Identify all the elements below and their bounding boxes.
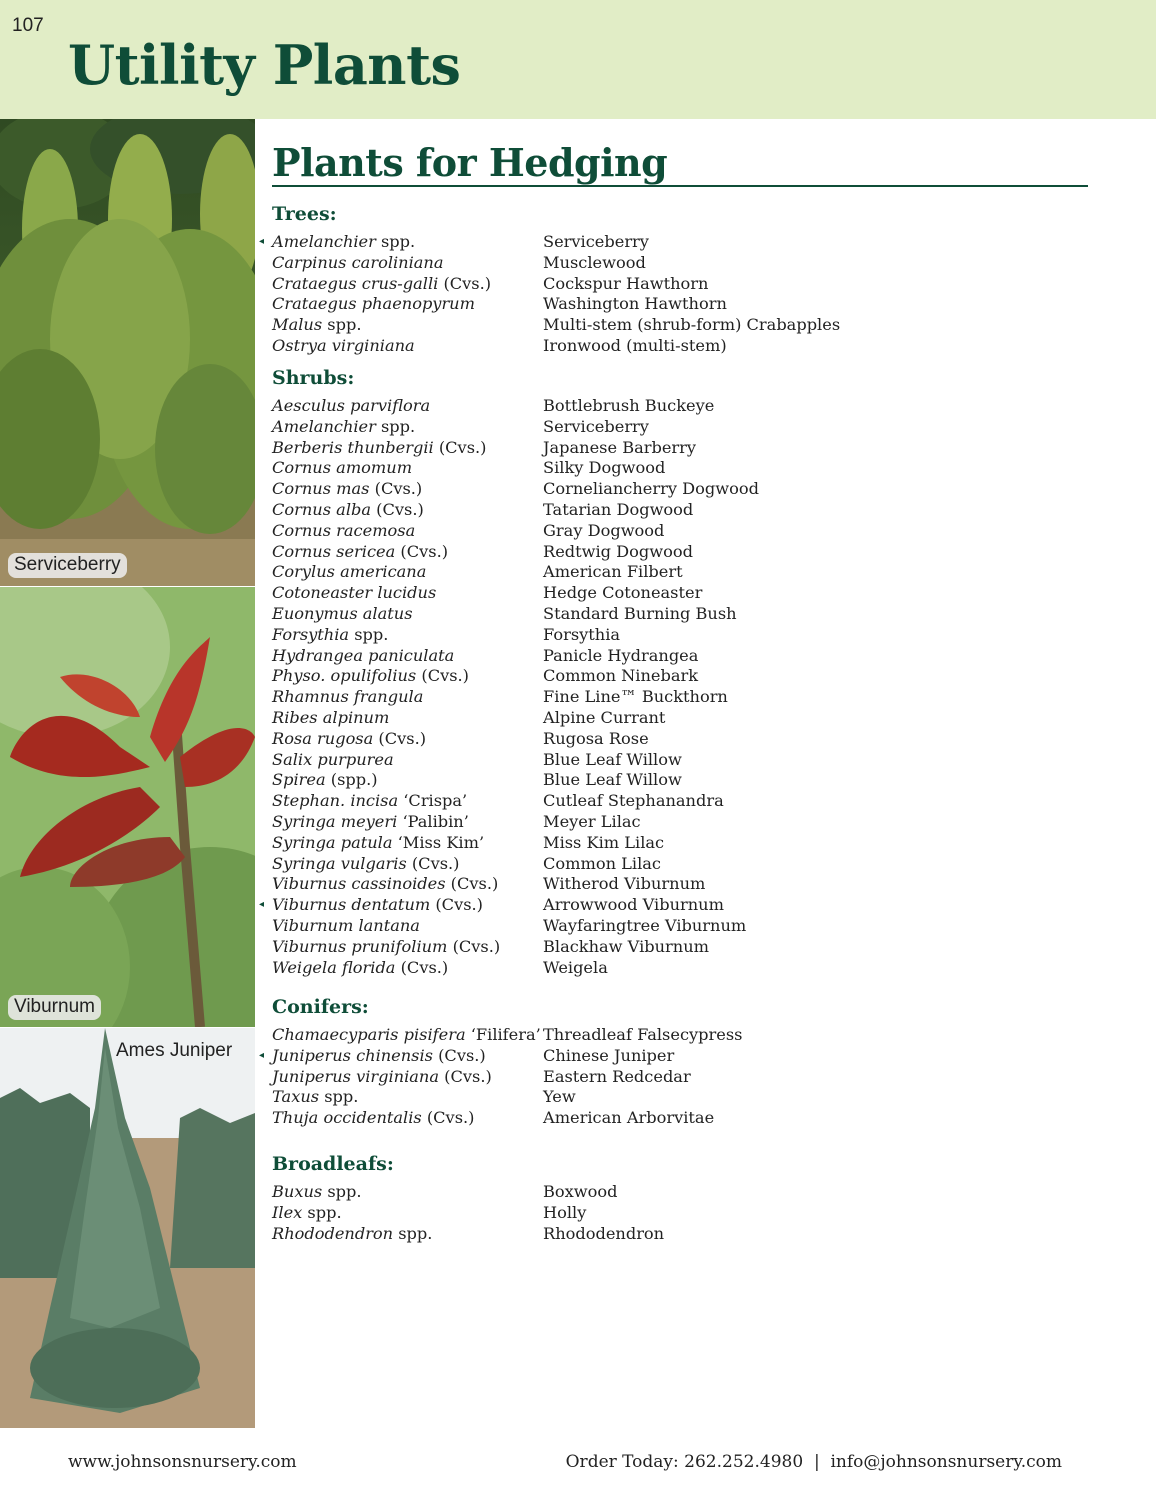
viburnum-photo — [0, 587, 255, 1027]
botanical-name-suffix: spp. — [393, 1223, 433, 1243]
botanical-name-suffix: spp. — [375, 416, 416, 436]
plant-row — [272, 791, 1092, 812]
botanical-name-italic: Syringa meyeri — [272, 811, 398, 831]
common-name: Forsythia — [543, 624, 621, 644]
plant-row — [272, 253, 1092, 274]
common-name: Chinese Juniper — [543, 1045, 675, 1065]
botanical-name-suffix: spp. — [302, 1202, 342, 1222]
botanical-name — [272, 833, 484, 854]
botanical-name-suffix: spp. — [322, 315, 362, 335]
botanical-name — [272, 958, 448, 979]
common-name: Hedge Cotoneaster — [543, 583, 703, 603]
trees-group — [259, 203, 1092, 357]
botanical-name-italic: Cornus sericea — [272, 541, 396, 561]
botanical-name — [272, 1067, 492, 1088]
botanical-name-italic: Ilex — [272, 1202, 303, 1222]
botanical-name-suffix: ‘Miss Kim’ — [392, 832, 485, 852]
botanical-name — [272, 1203, 342, 1224]
common-name: Cutleaf Stephanandra — [543, 791, 724, 811]
plant-row — [272, 1067, 1092, 1088]
photo-caption-serviceberry: Serviceberry — [8, 553, 127, 578]
page-number: 107 — [12, 15, 44, 36]
plant-row — [272, 542, 1092, 563]
common-name: Silky Dogwood — [543, 458, 666, 478]
plant-row — [272, 274, 1092, 295]
common-name: Yew — [543, 1087, 576, 1107]
conifers-list — [259, 1025, 1092, 1129]
botanical-name — [272, 874, 498, 895]
botanical-name — [272, 458, 412, 479]
botanical-name — [272, 336, 415, 357]
common-name: Weigela — [543, 957, 608, 977]
common-name: Tatarian Dogwood — [543, 499, 694, 519]
botanical-name-italic: Viburnus prunifolium — [272, 936, 448, 956]
botanical-name — [272, 729, 426, 750]
footer-website[interactable]: www.johnsonsnursery.com — [68, 1452, 297, 1472]
botanical-name — [272, 417, 415, 438]
botanical-name — [272, 1224, 432, 1245]
shrubs-list — [259, 396, 1092, 978]
botanical-name-suffix: (spp.) — [325, 770, 378, 790]
section-title: Plants for Hedging — [272, 140, 668, 185]
common-name: Fine Line™ Buckthorn — [543, 687, 728, 707]
botanical-name — [272, 791, 467, 812]
plant-row — [272, 937, 1092, 958]
plant-row — [272, 583, 1092, 604]
plant-row — [272, 874, 1092, 895]
botanical-name — [272, 604, 413, 625]
botanical-name-italic: Viburnus dentatum — [272, 895, 431, 915]
plant-row — [272, 958, 1092, 979]
common-name: American Filbert — [543, 562, 683, 582]
plant-row — [272, 646, 1092, 667]
botanical-name — [272, 232, 415, 253]
botanical-name-suffix: (Cvs.) — [439, 1066, 492, 1086]
botanical-name — [272, 479, 422, 500]
common-name: Blackhaw Viburnum — [543, 936, 709, 956]
botanical-name — [272, 708, 389, 729]
botanical-name-italic: Weigela florida — [272, 957, 396, 977]
common-name: Eastern Redcedar — [543, 1066, 691, 1086]
botanical-name — [272, 1108, 474, 1129]
plant-row — [272, 1025, 1092, 1046]
plant-row — [272, 336, 1092, 357]
shrubs-group — [259, 367, 1092, 978]
botanical-name-suffix: (Cvs.) — [373, 728, 427, 748]
common-name: Meyer Lilac — [543, 811, 641, 831]
group-heading-shrubs: Shrubs: — [272, 367, 355, 389]
serviceberry-photo — [0, 119, 255, 586]
botanical-name — [272, 812, 469, 833]
botanical-name — [272, 542, 448, 563]
common-name: Wayfaringtree Viburnum — [543, 915, 747, 935]
botanical-name-suffix: spp. — [349, 624, 389, 644]
botanical-name — [272, 895, 483, 916]
botanical-name-suffix: (Cvs.) — [447, 936, 501, 956]
botanical-name-italic: Rhamnus frangula — [272, 687, 424, 707]
botanical-name-italic: Forsythia — [272, 624, 350, 644]
botanical-name-italic: Crataegus phaenopyrum — [272, 294, 475, 314]
botanical-name-italic: Physo. opulifolius — [272, 666, 417, 686]
botanical-name-suffix: spp. — [319, 1087, 359, 1107]
common-name: Holly — [543, 1202, 587, 1222]
common-name: Serviceberry — [543, 232, 649, 251]
common-name: Multi-stem (shrub-form) Crabapples — [543, 315, 841, 335]
common-name: Common Ninebark — [543, 666, 699, 686]
plant-row — [272, 604, 1092, 625]
photo-caption-viburnum: Viburnum — [8, 995, 101, 1020]
botanical-name-suffix: (Cvs.) — [430, 895, 483, 915]
common-name: Alpine Currant — [543, 707, 666, 727]
botanical-name — [272, 521, 415, 542]
common-name: Miss Kim Lilac — [543, 832, 665, 852]
broadleafs-list — [272, 1182, 1092, 1244]
plant-row — [272, 666, 1092, 687]
section-divider — [272, 185, 1088, 187]
botanical-name-suffix: (Cvs.) — [416, 666, 469, 686]
botanical-name-suffix: ‘Palibin’ — [397, 811, 469, 831]
botanical-name — [272, 1025, 541, 1046]
common-name: American Arborvitae — [543, 1108, 715, 1128]
pointer-marker-icon: ◂ — [259, 899, 265, 911]
botanical-name-suffix: (Cvs.) — [438, 273, 492, 293]
botanical-name — [272, 770, 378, 791]
plant-row — [272, 458, 1092, 479]
plant-row — [272, 315, 1092, 336]
botanical-name-suffix: (Cvs.) — [432, 1045, 486, 1065]
common-name: Panicle Hydrangea — [543, 645, 699, 665]
botanical-name-italic: Viburnum lantana — [272, 915, 420, 935]
pointer-marker-icon: ◂ — [259, 236, 265, 247]
botanical-name-suffix: spp. — [322, 1182, 362, 1201]
botanical-name-italic: Rosa rugosa — [272, 728, 374, 748]
plant-row — [259, 895, 1092, 916]
botanical-name-italic: Cornus mas — [272, 479, 370, 499]
botanical-name-italic: Thuja occidentalis — [272, 1108, 422, 1128]
botanical-name — [272, 274, 491, 295]
group-heading-broadleafs: Broadleafs: — [272, 1153, 394, 1175]
ames-juniper-photo — [0, 1028, 255, 1428]
botanical-name — [272, 937, 500, 958]
botanical-name-italic: Syringa vulgaris — [272, 853, 407, 873]
plant-row — [272, 1087, 1092, 1108]
botanical-name — [272, 916, 420, 937]
botanical-name-italic: Cornus amomum — [272, 458, 413, 478]
plant-row — [272, 729, 1092, 750]
plant-row — [272, 1108, 1092, 1129]
botanical-name-italic: Cornus racemosa — [272, 520, 416, 540]
common-name: Boxwood — [543, 1182, 618, 1201]
botanical-name — [272, 500, 424, 521]
common-name: Serviceberry — [543, 416, 649, 436]
common-name: Corneliancherry Dogwood — [543, 479, 759, 499]
footer-contact: Order Today: 262.252.4980 | info@johnsonsnursery.com — [565, 1452, 1062, 1472]
trees-list — [259, 232, 1092, 357]
common-name: Cockspur Hawthorn — [543, 273, 709, 293]
plant-row — [259, 232, 1092, 253]
botanical-name-italic: Hydrangea paniculata — [272, 645, 455, 665]
botanical-name — [272, 1182, 362, 1203]
botanical-name — [272, 294, 475, 315]
botanical-name-suffix: (Cvs.) — [371, 499, 424, 519]
plant-row — [272, 521, 1092, 542]
botanical-name — [272, 438, 486, 459]
botanical-name-italic: Amelanchier — [272, 416, 376, 436]
common-name: Washington Hawthorn — [543, 294, 727, 314]
botanical-name — [272, 750, 394, 771]
botanical-name-italic: Aesculus parviflora — [272, 396, 431, 415]
plant-row — [272, 812, 1092, 833]
botanical-name-italic: Buxus — [272, 1182, 323, 1201]
botanical-name-suffix: (Cvs.) — [445, 874, 499, 894]
plant-row — [272, 770, 1092, 791]
botanical-name-italic: Amelanchier — [272, 232, 376, 251]
botanical-name-italic: Ribes alpinum — [272, 707, 390, 727]
botanical-name-italic: Cotoneaster lucidus — [272, 583, 437, 603]
plant-row — [272, 625, 1092, 646]
botanical-name — [272, 396, 430, 417]
botanical-name-suffix: (Cvs.) — [406, 853, 460, 873]
botanical-name-suffix: ‘Crispa’ — [398, 791, 468, 811]
botanical-name — [272, 562, 426, 583]
botanical-name-suffix: (Cvs.) — [421, 1108, 475, 1128]
botanical-name-italic: Cornus alba — [272, 499, 372, 519]
plant-row — [272, 500, 1092, 521]
common-name: Common Lilac — [543, 853, 661, 873]
plant-row — [272, 750, 1092, 771]
common-name: Arrowwood Viburnum — [543, 895, 724, 915]
photo-caption-ames-juniper: Ames Juniper — [116, 1040, 233, 1061]
botanical-name — [272, 646, 454, 667]
botanical-name-italic: Chamaecyparis pisifera — [272, 1025, 466, 1044]
common-name: Rugosa Rose — [543, 728, 649, 748]
plant-row — [272, 854, 1092, 875]
botanical-name-italic: Salix purpurea — [272, 749, 394, 769]
plant-row — [272, 833, 1092, 854]
group-heading-conifers: Conifers: — [272, 996, 369, 1018]
plant-row — [272, 708, 1092, 729]
plant-row — [272, 396, 1092, 417]
plant-row — [272, 1182, 1092, 1203]
botanical-name-italic: Viburnus cassinoides — [272, 874, 446, 894]
botanical-name-suffix: (Cvs.) — [395, 541, 449, 561]
common-name: Bottlebrush Buckeye — [543, 396, 715, 415]
page-header — [0, 0, 1156, 119]
plant-row — [272, 562, 1092, 583]
common-name: Gray Dogwood — [543, 520, 665, 540]
common-name: Rhododendron — [543, 1223, 665, 1243]
plant-row — [272, 916, 1092, 937]
common-name: Threadleaf Falsecypress — [543, 1025, 743, 1044]
plant-row — [272, 294, 1092, 315]
common-name: Standard Burning Bush — [543, 603, 737, 623]
common-name: Witherod Viburnum — [543, 874, 706, 894]
botanical-name-italic: Rhododendron — [272, 1223, 394, 1243]
botanical-name-suffix: (Cvs.) — [369, 479, 423, 499]
botanical-name — [272, 854, 459, 875]
botanical-name-italic: Crataegus crus-galli — [272, 273, 439, 293]
botanical-name — [272, 1087, 358, 1108]
group-heading-trees: Trees: — [272, 203, 337, 225]
botanical-name-italic: Malus — [272, 315, 323, 335]
common-name: Blue Leaf Willow — [543, 749, 682, 769]
botanical-name-suffix: spp. — [375, 232, 416, 251]
plant-row — [272, 438, 1092, 459]
pointer-marker-icon: ◂ — [259, 1049, 265, 1061]
page-title: Utility Plants — [68, 33, 461, 97]
common-name: Blue Leaf Willow — [543, 770, 682, 790]
botanical-name-italic: Taxus — [272, 1087, 320, 1107]
plant-row — [272, 417, 1092, 438]
botanical-name-italic: Juniperus chinensis — [272, 1045, 433, 1065]
botanical-name-suffix: (Cvs.) — [433, 437, 487, 457]
botanical-name — [272, 253, 444, 274]
botanical-name-suffix: ‘Filifera’ — [465, 1025, 541, 1044]
botanical-name-suffix: (Cvs.) — [395, 957, 449, 977]
plant-row — [272, 1203, 1092, 1224]
botanical-name-italic: Euonymus alatus — [272, 603, 413, 623]
common-name: Redtwig Dogwood — [543, 541, 693, 561]
common-name: Japanese Barberry — [543, 437, 697, 457]
botanical-name-italic: Juniperus virginiana — [272, 1066, 440, 1086]
botanical-name-italic: Syringa patula — [272, 832, 393, 852]
common-name: Musclewood — [543, 252, 646, 272]
common-name: Ironwood (multi-stem) — [543, 335, 727, 355]
botanical-name-italic: Stephan. incisa — [272, 791, 399, 811]
plant-row — [272, 1224, 1092, 1245]
botanical-name — [272, 1046, 486, 1067]
botanical-name — [272, 583, 436, 604]
botanical-name-italic: Berberis thunbergii — [272, 437, 434, 457]
plant-row — [259, 1045, 1092, 1067]
botanical-name-italic: Ostrya virginiana — [272, 335, 415, 355]
botanical-name — [272, 315, 361, 336]
plant-row — [272, 687, 1092, 708]
botanical-name-italic: Carpinus caroliniana — [272, 252, 444, 272]
broadleafs-group — [272, 1153, 1092, 1244]
botanical-name — [272, 625, 388, 646]
botanical-name-italic: Corylus americana — [272, 562, 427, 582]
botanical-name — [272, 687, 423, 708]
plant-row — [272, 479, 1092, 500]
botanical-name — [272, 666, 469, 687]
botanical-name-italic: Spirea — [272, 770, 326, 790]
conifers-group — [259, 996, 1092, 1129]
